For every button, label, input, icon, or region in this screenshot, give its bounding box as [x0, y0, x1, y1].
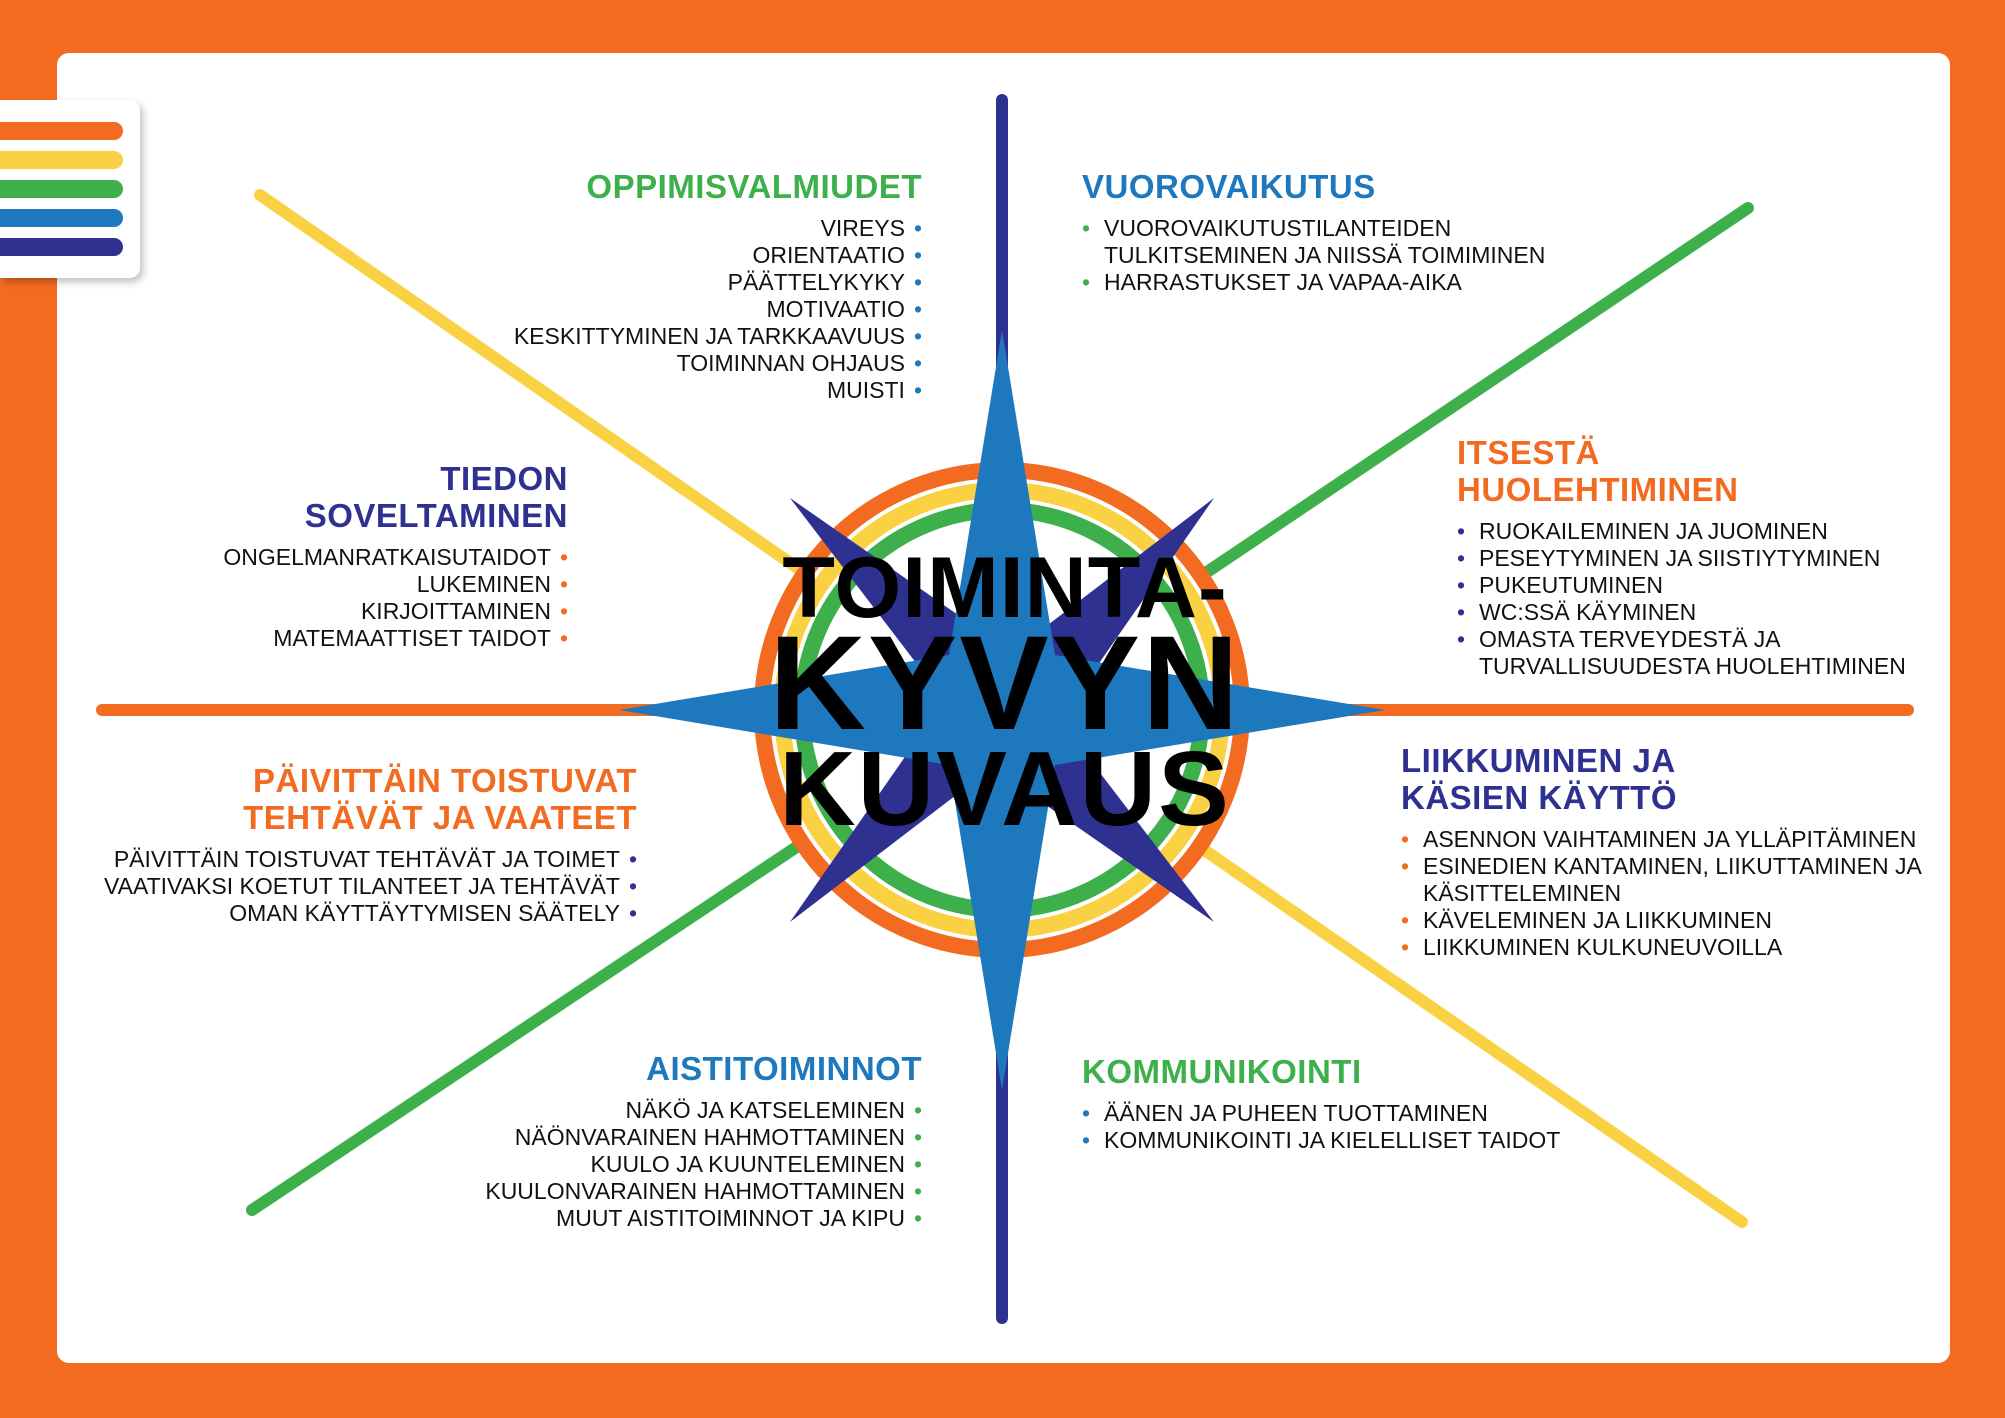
heading-vuorovaikutus: VUOROVAIKUTUS — [1082, 168, 1376, 205]
list-kommunikointi — [1082, 1100, 1582, 1154]
list-item: OMAN KÄYTTÄYTYMISEN SÄÄTELY • — [104, 900, 637, 927]
list-item: • VUOROVAIKUTUSTILANTEIDEN TULKITSEMINEN JA NIISSÄ TOIMIMINEN — [1082, 215, 1552, 269]
list-item: TOIMINNAN OHJAUS • — [514, 350, 922, 377]
heading-line: ITSESTÄ — [1457, 434, 1600, 471]
list-item: ONGELMANRATKAISUTAIDOT • — [223, 544, 568, 571]
list-item: KUULO JA KUUNTELEMINEN • — [485, 1151, 922, 1178]
list-liikkuminen — [1401, 826, 1921, 961]
heading-line: SOVELTAMINEN — [304, 497, 568, 534]
list-item: • LIIKKUMINEN KULKUNEUVOILLA — [1401, 934, 1921, 961]
list-vuorovaikutus — [1082, 215, 1552, 296]
heading-kommunikointi: KOMMUNIKOINTI — [1082, 1053, 1362, 1090]
list-item: • HARRASTUKSET JA VAPAA-AIKA — [1082, 269, 1552, 296]
heading-line: LIIKKUMINEN JA — [1401, 742, 1676, 779]
list-item: MUISTI • — [514, 377, 922, 404]
list-item: • KÄVELEMINEN JA LIIKKUMINEN — [1401, 907, 1921, 934]
list-item: MATEMAATTISET TAIDOT • — [223, 625, 568, 652]
heading-oppimisvalmiudet: OPPIMISVALMIUDET — [586, 168, 922, 205]
list-item: MUUT AISTITOIMINNOT JA KIPU • — [485, 1205, 922, 1232]
list-item: • KOMMUNIKOINTI JA KIELELLISET TAIDOT — [1082, 1127, 1582, 1154]
list-paivittain — [104, 846, 637, 927]
list-item: • WC:SSÄ KÄYMINEN — [1457, 599, 1927, 626]
heading-tiedon-soveltaminen — [223, 460, 568, 534]
heading-line: HUOLEHTIMINEN — [1457, 471, 1739, 508]
heading-paivittain — [104, 762, 637, 836]
title-line-3: KUVAUS — [779, 730, 1231, 848]
list-item: • RUOKAILEMINEN JA JUOMINEN — [1457, 518, 1927, 545]
list-item: • PUKEUTUMINEN — [1457, 572, 1927, 599]
section-liikkuminen — [1401, 742, 1921, 961]
section-itsesta-huolehtiminen — [1457, 434, 1927, 680]
heading-aistitoiminnot: AISTITOIMINNOT — [646, 1050, 922, 1087]
list-item: NÄÖNVARAINEN HAHMOTTAMINEN • — [485, 1124, 922, 1151]
list-item: LUKEMINEN • — [223, 571, 568, 598]
list-tiedon-soveltaminen — [223, 544, 568, 652]
list-item: • ASENNON VAIHTAMINEN JA YLLÄPITÄMINEN — [1401, 826, 1921, 853]
list-item: • ÄÄNEN JA PUHEEN TUOTTAMINEN — [1082, 1100, 1582, 1127]
list-item: PÄÄTTELYKYKY • — [514, 269, 922, 296]
heading-liikkuminen — [1401, 742, 1921, 816]
diagram-title — [735, 540, 1275, 848]
list-item: NÄKÖ JA KATSELEMINEN • — [485, 1097, 922, 1124]
heading-line: PÄIVITTÄIN TOISTUVAT — [252, 762, 637, 799]
title-line-2: KYVYN — [769, 609, 1241, 758]
section-aistitoiminnot — [485, 1050, 922, 1232]
list-item: KIRJOITTAMINEN • — [223, 598, 568, 625]
list-oppimisvalmiudet — [514, 215, 922, 404]
list-item: MOTIVAATIO • — [514, 296, 922, 323]
section-oppimisvalmiudet — [514, 168, 922, 404]
list-aistitoiminnot — [485, 1097, 922, 1232]
heading-line: TEHTÄVÄT JA VAATEET — [243, 799, 637, 836]
section-kommunikointi — [1082, 1053, 1582, 1154]
list-item: • ESINEDIEN KANTAMINEN, LIIKUTTAMINEN JA KÄSITTELEMINEN — [1401, 853, 1921, 907]
section-paivittain — [104, 762, 637, 927]
list-item: KESKITTYMINEN JA TARKKAAVUUS • — [514, 323, 922, 350]
list-item: ORIENTAATIO • — [514, 242, 922, 269]
list-item: • PESEYTYMINEN JA SIISTIYTYMINEN — [1457, 545, 1927, 572]
list-itsesta-huolehtiminen — [1457, 518, 1927, 680]
section-tiedon-soveltaminen — [223, 460, 568, 652]
list-item: • OMASTA TERVEYDESTÄ JA TURVALLISUUDESTA HUOLEHTIMINEN — [1457, 626, 1927, 680]
list-item: VIREYS • — [514, 215, 922, 242]
list-item: KUULONVARAINEN HAHMOTTAMINEN • — [485, 1178, 922, 1205]
heading-line: KÄSIEN KÄYTTÖ — [1401, 779, 1678, 816]
heading-line: TIEDON — [440, 460, 568, 497]
list-item: VAATIVAKSI KOETUT TILANTEET JA TEHTÄVÄT • — [104, 873, 637, 900]
title-line-1: TOIMINTA- — [782, 540, 1228, 636]
list-item: PÄIVITTÄIN TOISTUVAT TEHTÄVÄT JA TOIMET • — [104, 846, 637, 873]
heading-itsesta-huolehtiminen — [1457, 434, 1927, 508]
section-vuorovaikutus — [1082, 168, 1552, 296]
